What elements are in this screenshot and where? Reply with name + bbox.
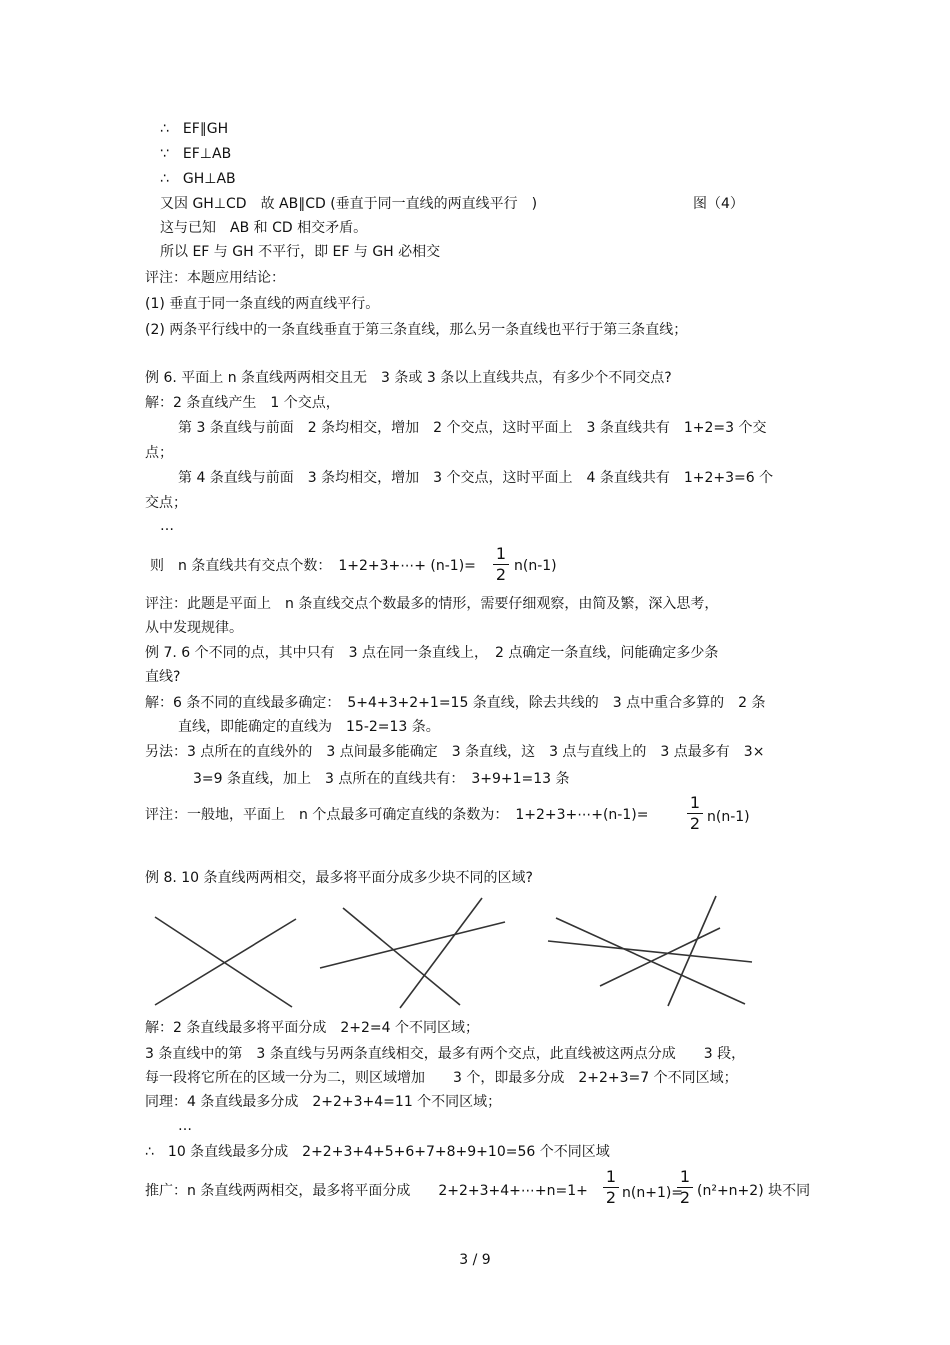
example-6-fraction xyxy=(493,545,509,584)
proof-line-6: 所以 EF 与 GH 不平行，即 EF 与 GH 必相交 xyxy=(160,244,441,260)
example-8-ellipsis: … xyxy=(178,1118,192,1134)
page-number: 3 / 9 xyxy=(459,1252,491,1268)
example-8-solution-4: 同理：4 条直线最多分成 2+2+3+4=11 个不同区域； xyxy=(145,1094,502,1110)
fraction-denominator: 2 xyxy=(689,814,701,833)
example-8-generalization-tail: (n²+n+2) 块不同 xyxy=(697,1183,811,1199)
example-6-step-3: 第 4 条直线与前面 3 条均相交，增加 3 个交点，这时平面上 4 条直线共有 1+2+3=6 个 xyxy=(178,470,774,486)
example-6-ellipsis: … xyxy=(160,518,174,534)
example-6-step-1: 解：2 条直线产生 1 个交点， xyxy=(145,395,340,411)
example-7-alt-1: 另法：3 点所在的直线外的 3 点间最多能确定 3 条直线，这 3 点与直线上的 3 点最多有 3× xyxy=(145,744,765,760)
example-6-remark-1: 评注：此题是平面上 n 条直线交点个数最多的情形，需要仔细观察，由简及繁，深入思考， xyxy=(145,596,719,612)
example-8-solution-2: 3 条直线中的第 3 条直线与另两条直线相交，最多有两个交点，此直线被这两点分成 3 段， xyxy=(145,1046,746,1062)
example-6-question: 例 6. 平面上 n 条直线两两相交且无 3 条或 3 条以上直线共点，有多少个不同交点? xyxy=(145,370,672,386)
figure-three-lines xyxy=(310,890,510,1015)
example-8-solution-3: 每一段将它所在的区域一分为二，则区域增加 3 个，即最多分成 2+2+3=7 个不同区域； xyxy=(145,1070,738,1086)
example-8-solution-1: 解：2 条直线最多将平面分成 2+2=4 个不同区域； xyxy=(145,1020,479,1036)
example-7-remark-tail: n(n-1) xyxy=(707,809,750,825)
remark-point-2: (2) 两条平行线中的一条直线垂直于第三条直线，那么另一条直线也平行于第三条直线； xyxy=(145,322,688,338)
remark-point-1: (1) 垂直于同一条直线的两直线平行。 xyxy=(145,296,380,312)
proof-line-1: ∴ EF∥GH xyxy=(160,121,229,137)
remark-title: 评注：本题应用结论： xyxy=(145,270,285,286)
example-7-solution-2: 直线，即能确定的直线为 15-2=13 条。 xyxy=(178,719,440,735)
fraction-numerator: 1 xyxy=(687,794,703,814)
example-7-remark: 评注：一般地，平面上 n 个点最多可确定直线的条数为： 1+2+3+⋯+(n-1)= xyxy=(145,807,649,823)
example-7-fraction xyxy=(687,794,703,833)
example-7-question: 例 7. 6 个不同的点，其中只有 3 点在同一条直线上， 2 点确定一条直线，问能确定多少条 xyxy=(145,645,719,661)
fraction-denominator: 2 xyxy=(679,1188,691,1207)
example-7-question-cont: 直线? xyxy=(145,669,181,685)
example-8-generalization-mid: n(n+1)= xyxy=(622,1185,684,1201)
example-6-result-tail: n(n-1) xyxy=(514,558,557,574)
example-8-generalization: 推广：n 条直线两两相交，最多将平面分成 2+2+3+4+⋯+n=1+ xyxy=(145,1183,588,1199)
proof-line-5: 这与已知 AB 和 CD 相交矛盾。 xyxy=(160,220,368,236)
example-6-step-2: 第 3 条直线与前面 2 条均相交，增加 2 个交点，这时平面上 3 条直线共有 1+2=3 个交 xyxy=(178,420,767,436)
example-8-fraction-2 xyxy=(677,1168,693,1207)
proof-line-2: ∵ EF⊥AB xyxy=(160,146,232,162)
example-7-solution-1: 解：6 条不同的直线最多确定： 5+4+3+2+1=15 条直线，除去共线的 3 点中重合多算的 2 条 xyxy=(145,695,766,711)
example-8-fraction-1 xyxy=(603,1168,619,1207)
figure-four-lines xyxy=(540,888,760,1013)
fraction-numerator: 1 xyxy=(493,545,509,565)
example-6-step-2-cont: 点； xyxy=(145,445,173,461)
fraction-denominator: 2 xyxy=(605,1188,617,1207)
example-8-conclusion: ∴ 10 条直线最多分成 2+2+3+4+5+6+7+8+9+10=56 个不同区域 xyxy=(145,1144,610,1160)
example-8-question: 例 8. 10 条直线两两相交，最多将平面分成多少块不同的区域? xyxy=(145,870,533,886)
example-7-alt-2: 3=9 条直线，加上 3 点所在的直线共有： 3+9+1=13 条 xyxy=(193,771,570,787)
fraction-denominator: 2 xyxy=(495,565,507,584)
figure-two-lines xyxy=(140,905,310,1015)
example-6-step-3-cont: 交点； xyxy=(145,495,187,511)
fraction-numerator: 1 xyxy=(603,1168,619,1188)
example-6-result: 则 n 条直线共有交点个数： 1+2+3+⋯+ (n-1)= xyxy=(150,558,476,574)
example-6-remark-2: 从中发现规律。 xyxy=(145,620,243,636)
figure-label: 图（4） xyxy=(693,196,744,212)
proof-line-3: ∴ GH⊥AB xyxy=(160,171,236,187)
proof-line-4: 又因 GH⊥CD 故 AB∥CD (垂直于同一直线的两直线平行 ) xyxy=(160,196,538,212)
fraction-numerator: 1 xyxy=(677,1168,693,1188)
